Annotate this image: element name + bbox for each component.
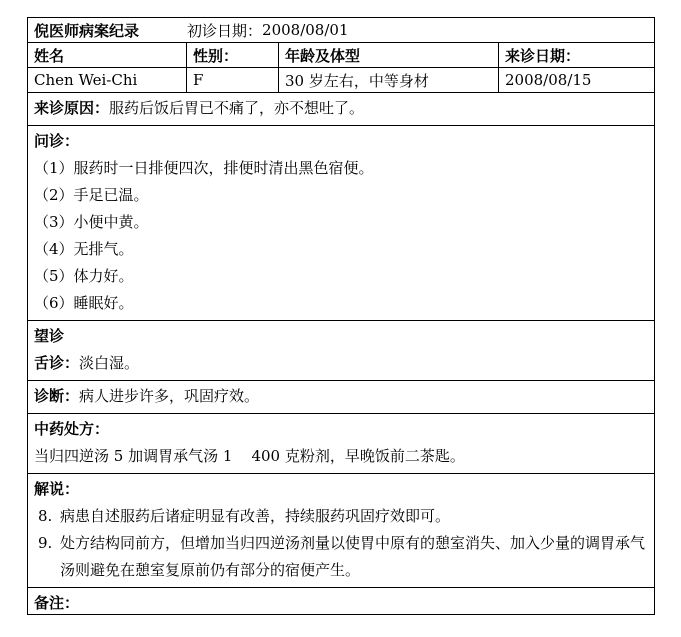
patient-name: Chen Wei-Chi	[28, 68, 187, 92]
inquiry-label: 问诊：	[34, 132, 80, 150]
tongue-label: 舌诊：	[34, 354, 80, 372]
medical-record-sheet	[27, 17, 655, 615]
tongue-text: 淡白湿。	[79, 354, 140, 372]
patient-gender: F	[187, 68, 279, 92]
first-visit-date: 2008/08/01	[262, 21, 349, 39]
record-header-row	[28, 18, 654, 43]
info-header-row	[28, 43, 654, 68]
first-visit-label: 初诊日期：	[187, 21, 263, 40]
inquiry-item: （4）无排气。	[34, 240, 134, 258]
observation-section	[28, 321, 654, 381]
reason-section	[28, 93, 654, 126]
explanation-number: 8.	[38, 507, 53, 525]
explanation-text: 处方结构同前方，但增加当归四逆汤剂量以使胃中原有的憩室消失、加入少量的调胃承气汤则避免在憩室复原前仍有部分的宿便产生。	[60, 534, 646, 579]
reason-label: 来诊原因：	[34, 99, 110, 117]
explanation-item	[34, 503, 648, 530]
explanation-section	[28, 474, 654, 588]
prescription-text: 当归四逆汤 5 加调胃承气汤 1 400 克粉剂，早晚饭前二茶匙。	[34, 447, 465, 465]
remarks-label: 备注：	[34, 594, 80, 612]
observation-label: 望诊	[34, 327, 65, 345]
inquiry-item: （5）体力好。	[34, 267, 134, 285]
prescription-label: 中药处方：	[34, 420, 110, 438]
gender-header: 性别：	[187, 43, 279, 67]
diagnosis-text: 病人进步许多，巩固疗效。	[79, 387, 260, 405]
remarks-section	[28, 588, 654, 614]
prescription-section	[28, 414, 654, 474]
name-header: 姓名	[28, 43, 187, 67]
inquiry-section	[28, 126, 654, 321]
diagnosis-section	[28, 381, 654, 414]
inquiry-item: （6）睡眠好。	[34, 294, 134, 312]
diagnosis-label: 诊断：	[34, 387, 80, 405]
inquiry-item: （2）手足已温。	[34, 186, 149, 204]
age-build-header: 年龄及体型	[279, 43, 499, 67]
inquiry-item: （3）小便中黄。	[34, 213, 149, 231]
visit-date-header: 来诊日期：	[505, 46, 581, 65]
explanation-item	[34, 530, 648, 584]
info-value-row	[28, 68, 654, 93]
explanation-label: 解说：	[34, 480, 80, 498]
visit-date: 2008/08/15	[505, 71, 592, 89]
reason-text: 服药后饭后胃已不痛了，亦不想吐了。	[109, 99, 365, 117]
patient-age-build: 30 岁左右，中等身材	[279, 68, 499, 92]
inquiry-item: （1）服药时一日排便四次，排便时清出黑色宿便。	[34, 159, 374, 177]
explanation-number: 9.	[38, 534, 53, 552]
explanation-text: 病患自述服药后诸症明显有改善，持续服药巩固疗效即可。	[60, 507, 451, 525]
record-title: 倪医师病案纪录	[34, 21, 140, 40]
